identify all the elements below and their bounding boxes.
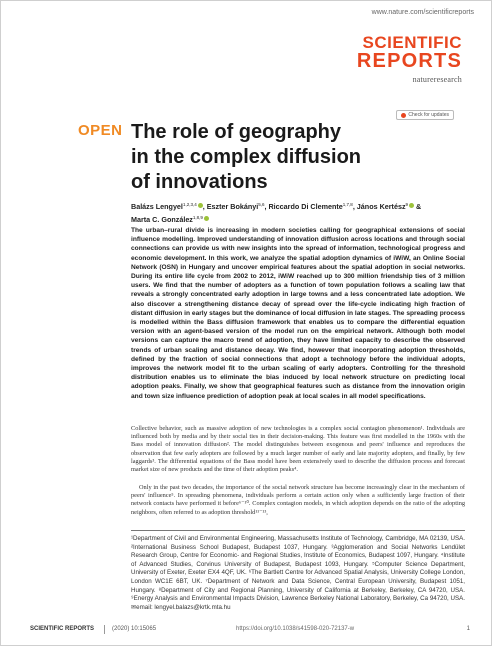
author-affil-sup: 1,8,9 xyxy=(192,214,203,220)
author-name[interactable]: , Eszter Bokányi xyxy=(202,202,259,211)
title-line-3: of innovations xyxy=(131,171,268,193)
author-name[interactable]: Marta C. González xyxy=(131,214,193,224)
author-name[interactable]: Balázs Lengyel xyxy=(131,202,183,211)
title-line-1: The role of geography xyxy=(131,121,342,143)
journal-brand xyxy=(357,34,462,84)
author-affil-sup: 5,6 xyxy=(258,202,265,207)
author-affil-sup: 9 xyxy=(405,202,409,207)
author-affil-sup: 1,2,3,4 xyxy=(182,202,197,207)
author-name[interactable]: , Riccardo Di Clemente xyxy=(264,202,343,211)
author-separator: & xyxy=(414,202,422,211)
footer-doi-link[interactable]: https://doi.org/10.1038/s41598-020-72137-w xyxy=(236,626,355,632)
author-affil-sup: 1,7,8 xyxy=(342,202,353,207)
title-line-2: in the complex diffusion xyxy=(131,146,362,168)
brand-line-2: REPORTS xyxy=(356,50,462,72)
affiliation-divider xyxy=(131,530,465,531)
author-list xyxy=(131,200,461,225)
abstract: The urban–rural divide is increasing in modern societies calling for geographical extensions of social influence modelling. Improved understanding of innovation diffusion across locations and through social connections can provide us with new insights into the spread of information, technological progress and economic development. In this work, we analyze the spatial adoption dynamics of iWiW, an Online Social Network (OSN) in Hungary and uncover empirical features about the spatial adoption in social networks. During its entire life cycle from 2002 to 2012, iWiW reached up to 300 million friendship ties of 3 million users. We find that the number of adopters as a function of town population follows a scaling law that reveals a strongly concentrated early adoption in large towns and a less concentrated late adoption. We also discover a strengthening distance decay of spread over the life-cycle indicating high fraction of distant diffusion in early stages but the dominance of local diffusion in late stages. The spreading process is modelled within the Bass diffusion framework that enables us to compare the differential equation version with an agent-based version of the model run on the empirical network. Although both model versions can capture the macro trend of adoption, they have limited capacity to describe the observed trends of urban scaling and distance decay. We find, however that incorporating adoption thresholds, defined by the fraction of social connections that adopt a technology before the individual adopts, improves the network model fit to the urban scaling of early adopters. Controlling for the threshold distribution enables us to eliminate the bias induced by local network structure on predicting local adoption peaks. Finally, we show that geographical features such as distance from the innovation origin and town size influence prediction of adoption peak at local scales in all model specifications. xyxy=(131,227,465,400)
article-title xyxy=(131,120,451,195)
body-paragraph-1: Collective behavior, such as massive adoption of new technologies is a complex social contagion phenomenon¹. Individuals are influenced both by media and by their social ties in their decision-making. This feature was first modelled in the 1960s with the Bass model of innovation diffusion². The model distinguishes between exogenous and peers' influence and reproduces the observation that few early adopters are followed by a much larger number of early and late majority adopters, and finally, by few laggards³. The differential equations of the Bass model have been extensively used to describe the diffusion process and forecast market size of new products and the time of their adoption peaks⁴. xyxy=(131,425,465,474)
author-name[interactable]: , János Kertész xyxy=(352,202,406,211)
open-access-label: OPEN xyxy=(78,122,123,139)
publisher-name: natureresearch xyxy=(412,75,462,84)
body-paragraph-2: Only in the past two decades, the importance of the social network structure has become increasingly clear in the mechanism of peers' influence⁵. In spreading phenomena, individuals perform a certain action only when a sufficiently large fraction of their network contacts have performed it before⁶⁻¹⁰. Complex contagion models, in which adoption depends on the ratio of the adopting neighbors, often referred to as adoption threshold¹¹⁻¹³, xyxy=(131,484,465,516)
journal-url[interactable]: www.nature.com/scientificreports xyxy=(371,9,474,16)
check-for-updates-button[interactable] xyxy=(396,110,454,120)
check-updates-icon xyxy=(401,113,406,118)
check-updates-label: Check for updates xyxy=(408,112,449,118)
affiliations: ¹Department of Civil and Environmental Engineering, Massachusetts Institute of Technology, Cambridge, MA 02139, USA. ²International Business School Budapest, Budapest 1037, Hungary. ³Agglomeration and Social Networks Lendület Research Group, Centre for Economic- and Regional Studies, Institute of Economics, Budapest 1097, Hungary. ⁴Institute of Advanced Studies, Corvinus University of Budapest, Budapest 1093, Hungary. ⁵Computer Science Department, University of Exeter, Exeter EX4 4QF, UK. ⁶The Bartlett Centre for Advanced Spatial Analysis, University College London, London WC1E 6BT, UK. ⁷Department of Network and Data Science, Central European University, Budapest 1051, Hungary. ⁸Department of City and Regional Planning, University of California at Berkeley, Berkeley, CA 94720, USA. ⁹Energy Analysis and Environmental Impacts Division, Lawrence Berkeley National Laboratory, Berkeley, Ca 94720, USA. ✉email: lengyel.balazs@krtk.mta.hu xyxy=(131,535,465,611)
brand-line-1: SCIENTIFIC xyxy=(362,33,462,52)
footer-separator xyxy=(104,625,105,634)
footer-journal-name: SCIENTIFIC REPORTS xyxy=(30,626,95,632)
footer-page-number: 1 xyxy=(466,626,470,632)
orcid-icon[interactable] xyxy=(204,216,209,221)
page-footer xyxy=(30,624,470,638)
footer-citation: (2020) 10:15065 xyxy=(112,626,157,632)
